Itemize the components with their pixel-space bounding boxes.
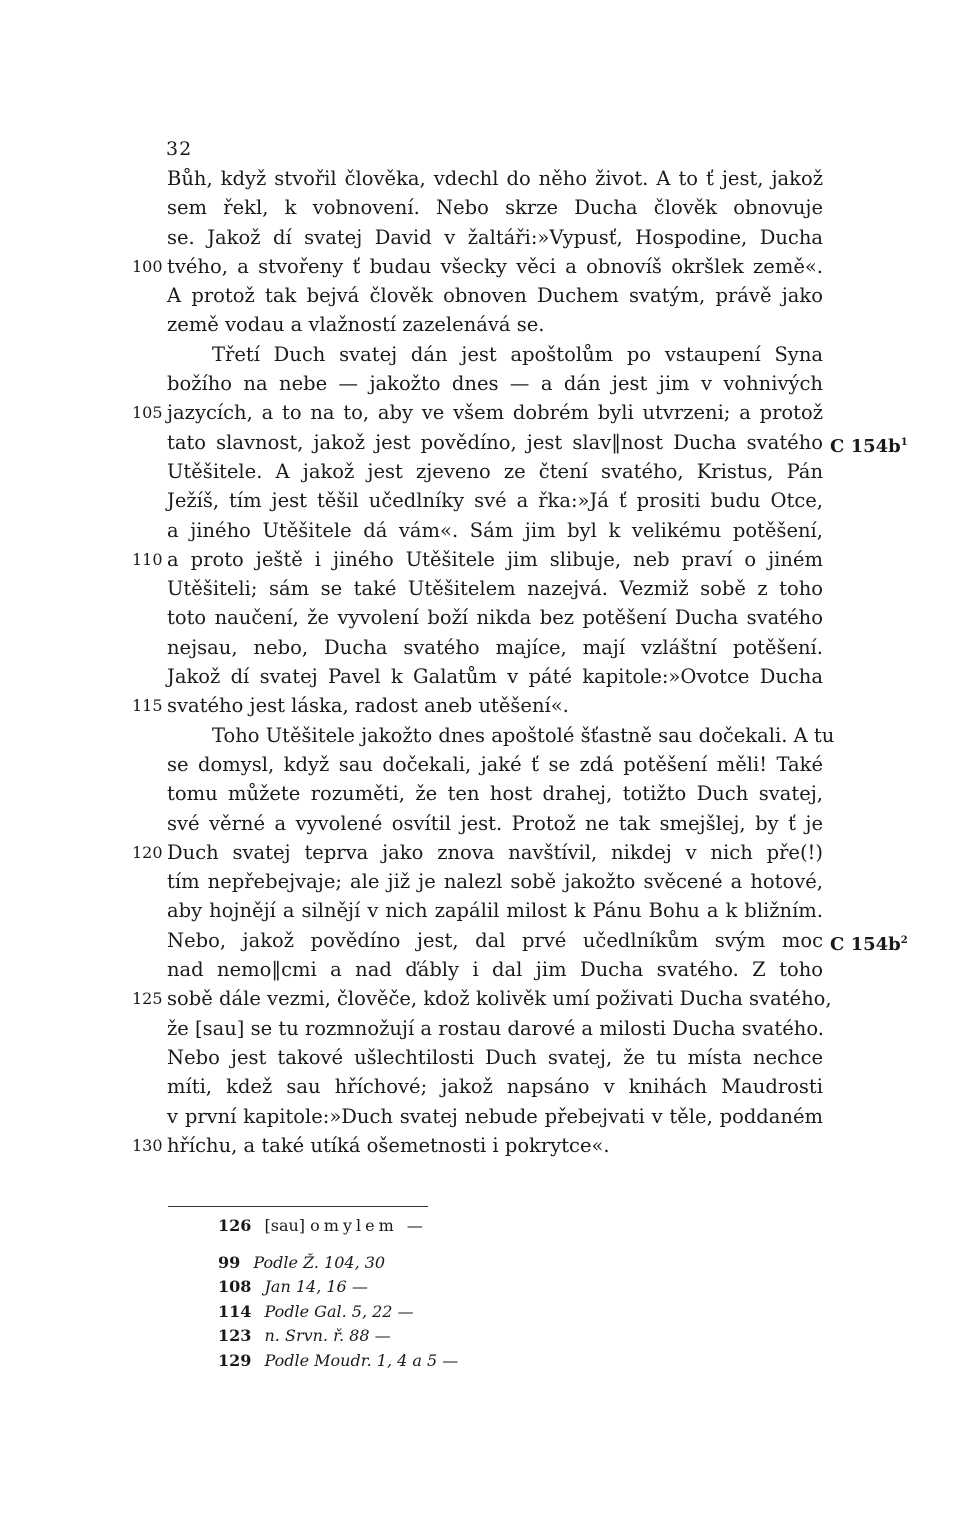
text-line — [0, 310, 960, 339]
text-line — [0, 398, 960, 427]
text-line — [0, 896, 960, 925]
text-line — [0, 1072, 960, 1101]
line-text: sobě dále vezmi, člověče, kdož kolivěk umí poživati Ducha svatého, — [167, 987, 832, 1011]
source-note-number: 114 — [218, 1301, 252, 1321]
folio-label: C 154b — [830, 933, 901, 955]
text-line — [0, 516, 960, 545]
text-line — [0, 340, 960, 369]
line-number: 120 — [132, 842, 163, 862]
text-line — [0, 1014, 960, 1043]
line-text: své věrné a vyvolené osvítil jest. Protož ne tak smejšlej, by ť je — [167, 811, 823, 835]
text-line — [0, 662, 960, 691]
source-note-number: 129 — [218, 1350, 252, 1370]
text-line — [0, 369, 960, 398]
line-number: 125 — [132, 989, 163, 1009]
line-text: že [sau] se tu rozmnožují a rostau darové a milosti Ducha svatého. — [167, 1016, 824, 1040]
line-text: míti, kdež sau hříchové; jakož napsáno v knihách Maudrosti — [167, 1075, 823, 1099]
line-text: a proto ještě i jiného Utěšitele jim slibuje, neb praví o jiném — [167, 547, 823, 571]
text-line — [0, 486, 960, 515]
source-note-ref: Jan 14, 16 — — [264, 1277, 368, 1296]
line-text: Utěšitele. A jakož jest zjeveno ze čtení svatého, Kristus, Pán — [167, 459, 823, 483]
line-text: tomu můžete rozuměti, že ten host drahej, totižto Duch svatej, — [167, 782, 823, 806]
text-line — [0, 955, 960, 984]
text-line — [0, 574, 960, 603]
line-text: Nebo jest takové ušlechtilosti Duch svatej, že tu místa nechce — [167, 1045, 823, 1069]
line-text: A protož tak bejvá člověk obnoven Duchem svatým, právě jako — [167, 284, 823, 308]
line-text: svatého jest láska, radost aneb utěšení«. — [167, 694, 569, 718]
line-text: jazycích, a to na to, aby ve všem dobrém byli utvrzeni; a protož — [167, 401, 823, 425]
line-text: aby hojnějí a silnějí v nich zapálil milost k Pánu Bohu a k bližním. — [167, 899, 823, 923]
critical-note — [218, 1214, 458, 1239]
source-note — [218, 1300, 458, 1325]
line-text: tato slavnost, jakož jest povědíno, jest slav‖nost Ducha svatého — [167, 430, 823, 454]
footnote-rule — [168, 1206, 428, 1207]
source-note-number: 108 — [218, 1277, 252, 1296]
line-text: Nebo, jakož povědíno jest, dal prvé učedlníkům svým moc — [167, 928, 823, 952]
line-text: tvého, a stvořeny ť budau všecky věci a obnovíš okršlek země«. — [167, 254, 823, 278]
line-text: tím nepřebejvaje; ale již je nalezl sobě jakožto svěcené a hotové, — [167, 870, 823, 894]
folio-superscript: 1 — [900, 436, 908, 448]
footnotes — [218, 1214, 458, 1373]
text-line — [0, 1131, 960, 1160]
text-line — [0, 809, 960, 838]
main-text — [0, 164, 960, 1160]
text-line — [0, 750, 960, 779]
text-line — [0, 281, 960, 310]
line-text: Toho Utěšitele jakožto dnes apoštolé šťastně sau dočekali. A tu — [212, 723, 835, 747]
text-line — [0, 984, 960, 1013]
line-number: 130 — [132, 1135, 163, 1155]
text-line — [0, 193, 960, 222]
manuscript-folio-marker — [830, 428, 908, 461]
text-line — [0, 1102, 960, 1131]
source-note-ref: Podle Gal. 5, 22 — — [264, 1301, 414, 1321]
critical-note-comment: omylem — — [310, 1216, 427, 1235]
source-note-ref: Podle Moudr. 1, 4 a 5 — — [264, 1350, 459, 1370]
text-line — [0, 926, 960, 955]
text-line — [0, 838, 960, 867]
line-text: Třetí Duch svatej dán jest apoštolům po vstaupení Syna — [212, 342, 823, 366]
text-line — [0, 252, 960, 281]
source-note-ref: Podle Ž. 104, 30 — [253, 1252, 386, 1272]
text-line — [0, 691, 960, 720]
source-note — [218, 1251, 458, 1276]
text-line — [0, 1043, 960, 1072]
text-line — [0, 867, 960, 896]
critical-note-number: 126 — [218, 1216, 252, 1235]
text-line — [0, 164, 960, 193]
line-number: 115 — [132, 696, 163, 716]
manuscript-folio-marker — [830, 926, 908, 959]
text-line — [0, 457, 960, 486]
critical-note-lemma: [sau] — [264, 1216, 306, 1235]
source-note-number: 123 — [218, 1326, 252, 1345]
text-line — [0, 428, 960, 457]
line-number: 100 — [132, 256, 163, 276]
source-note-ref: n. Srvn. ř. 88 — — [264, 1326, 391, 1345]
source-note — [218, 1275, 458, 1300]
source-note — [218, 1324, 458, 1349]
line-text: země vodau a vlažností zazelenává se. — [167, 313, 545, 337]
line-text: toto naučení, že vyvolení boží nikda bez potěšení Ducha svatého — [167, 606, 823, 630]
source-note-number: 99 — [218, 1252, 241, 1272]
source-note — [218, 1349, 458, 1374]
text-line — [0, 633, 960, 662]
page-number: 32 — [166, 138, 193, 160]
line-text: Ježíš, tím jest těšil učedlníky své a řka:»Já ť prositi budu Otce, — [167, 489, 823, 513]
line-text: Utěšiteli; sám se také Utěšitelem nazejvá. Vezmiž sobě z toho — [167, 577, 823, 601]
text-line — [0, 779, 960, 808]
line-text: a jiného Utěšitele dá vám«. Sám jim byl k velikému potěšení, — [167, 518, 823, 542]
line-text: se domysl, když sau dočekali, jaké ť se zdá potěšení měli! Také — [167, 752, 823, 776]
line-text: sem řekl, k vobnovení. Nebo skrze Ducha člověk obnovuje — [167, 196, 823, 220]
line-text: Jakož dí svatej Pavel k Galatům v páté kapitole:»Ovotce Ducha — [167, 665, 823, 689]
line-text: Duch svatej teprva jako znova navštívil, nikdej v nich pře(!) — [167, 840, 823, 864]
text-line — [0, 603, 960, 632]
text-line — [0, 721, 960, 750]
folio-label: C 154b — [830, 435, 901, 457]
text-line — [0, 223, 960, 252]
line-number: 105 — [132, 403, 163, 423]
line-text: hříchu, a také utíká ošemetnosti i pokrytce«. — [167, 1133, 610, 1157]
folio-superscript: 2 — [900, 934, 908, 946]
line-text: božího na nebe — jakožto dnes — a dán jest jim v vohnivých — [167, 372, 823, 396]
line-number: 110 — [132, 549, 163, 569]
line-text: v první kapitole:»Duch svatej nebude přebejvati v těle, poddaném — [167, 1104, 823, 1128]
line-text: se. Jakož dí svatej David v žaltáři:»Vypusť, Hospodine, Ducha — [167, 225, 823, 249]
text-line — [0, 545, 960, 574]
line-text: Bůh, když stvořil člověka, vdechl do něho život. A to ť jest, jakož — [167, 167, 823, 190]
line-text: nad nemo‖cmi a nad ďábly i dal jim Ducha svatého. Z toho — [167, 958, 823, 982]
line-text: nejsau, nebo, Ducha svatého majíce, mají vzláštní potěšení. — [167, 635, 823, 659]
